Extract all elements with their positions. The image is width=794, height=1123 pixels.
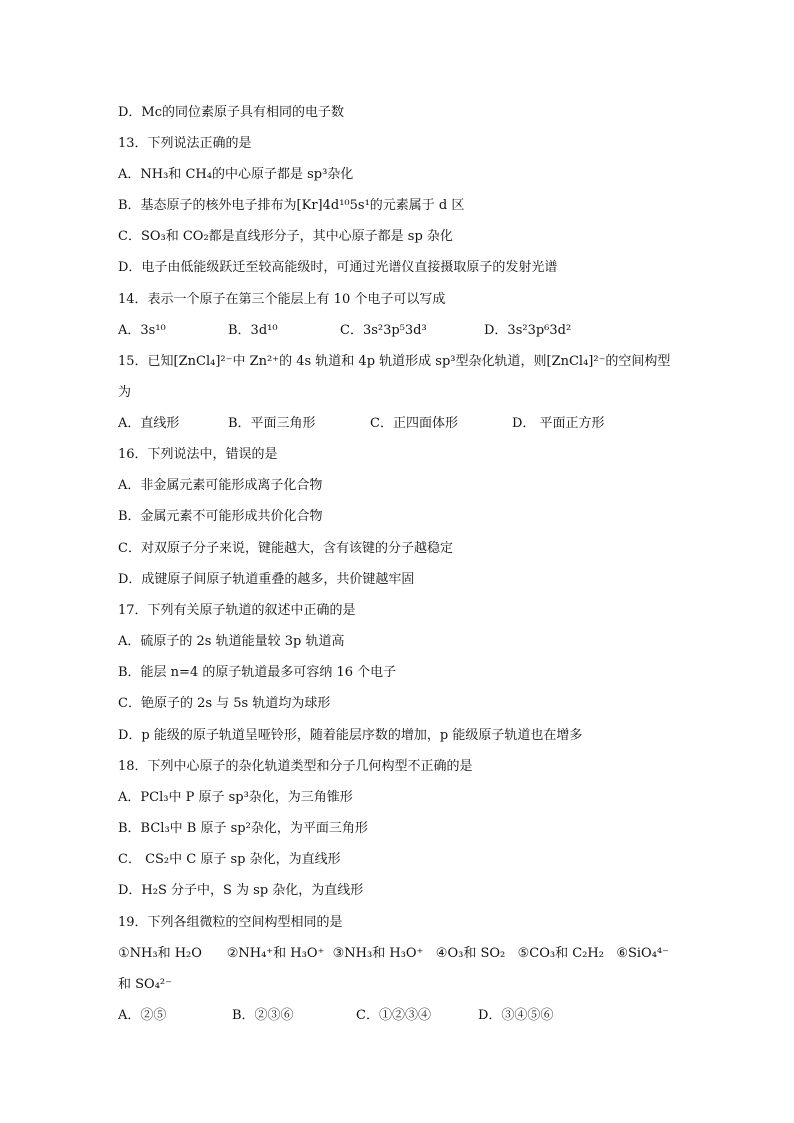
q14-option-a: A．3s¹⁰ [118, 323, 166, 338]
q13-option-d: D．电子由低能级跃迁至较高能级时，可通过光谱仪直接摄取原子的发射光谱 [118, 260, 558, 275]
q17-stem: 17．下列有关原子轨道的叙述中正确的是 [118, 603, 356, 618]
q17-option-c: C．铯原子的 2s 与 5s 轨道均为球形 [118, 696, 331, 711]
q19-option-a: A．②⑤ [118, 1008, 167, 1023]
q13-stem: 13．下列说法正确的是 [118, 136, 252, 151]
q12-option-d: D．Mc的同位素原子具有相同的电子数 [118, 105, 345, 120]
q15-stem: 15．已知[ZnCl₄]²⁻中 Zn²⁺的 4s 轨道和 4p 轨道形成 sp³型杂化轨道，则[ZnCl₄]²⁻的空间构型 [118, 354, 671, 369]
q16-option-c: C．对双原子分子来说，键能越大，含有该键的分子越稳定 [118, 541, 453, 556]
q17-option-d: D．p 能级的原子轨道呈哑铃形，随着能层序数的增加，p 能级原子轨道也在增多 [118, 728, 583, 743]
q18-option-d: D．H₂S 分子中，S 为 sp 杂化，为直线形 [118, 883, 364, 898]
q15-option-d: D． 平面正方形 [512, 416, 605, 431]
q14-option-d: D．3s²3p⁶3d² [484, 323, 572, 338]
q19-stem: 19．下列各组微粒的空间构型相同的是 [118, 915, 343, 930]
q17-option-b: B．能层 n=4 的原子轨道最多可容纳 16 个电子 [118, 665, 397, 680]
q16-option-d: D．成键原子间原子轨道重叠的越多，共价键越牢固 [118, 572, 415, 587]
q18-option-b: B．BCl₃中 B 原子 sp²杂化，为平面三角形 [118, 821, 368, 836]
q13-option-c: C．SO₃和 CO₂都是直线形分子，其中心原子都是 sp 杂化 [118, 229, 453, 244]
q15-option-a: A．直线形 [118, 416, 180, 431]
q18-option-c: C． CS₂中 C 原子 sp 杂化，为直线形 [118, 852, 341, 867]
q14-stem: 14．表示一个原子在第三个能层上有 10 个电子可以写成 [118, 292, 446, 307]
q13-option-a: A．NH₃和 CH₄的中心原子都是 sp³杂化 [118, 167, 354, 182]
q16-stem: 16．下列说法中，错误的是 [118, 447, 278, 462]
q16-option-b: B．金属元素不可能形成共价化合物 [118, 509, 323, 524]
q14-option-c: C．3s²3p⁵3d³ [340, 323, 427, 338]
q15-option-b: B．平面三角形 [228, 416, 316, 431]
q19-option-b: B．②③⑥ [232, 1008, 294, 1023]
q19-option-d: D．③④⑤⑥ [478, 1008, 554, 1023]
q19-groups-continued: 和 SO₄²⁻ [118, 977, 172, 992]
q14-option-b: B．3d¹⁰ [228, 323, 278, 338]
q13-option-b: B．基态原子的核外电子排布为[Kr]4d¹⁰5s¹的元素属于 d 区 [118, 198, 465, 213]
q18-stem: 18．下列中心原子的杂化轨道类型和分子几何构型不正确的是 [118, 759, 473, 774]
q17-option-a: A．硫原子的 2s 轨道能量较 3p 轨道高 [118, 634, 345, 649]
q15-option-c: C．正四面体形 [370, 416, 458, 431]
q18-option-a: A．PCl₃中 P 原子 sp³杂化，为三角锥形 [118, 790, 353, 805]
q19-option-c: C．①②③④ [356, 1008, 431, 1023]
q19-groups: ①NH₃和 H₂O ②NH₄⁺和 H₃O⁺ ③NH₃和 H₃O⁺ ④O₃和 SO₂ ⑤CO₃和 C₂H₂ ⑥SiO₄⁴⁻ [118, 946, 669, 961]
q15-stem-continued: 为 [118, 385, 132, 400]
q16-option-a: A．非金属元素可能形成离子化合物 [118, 478, 323, 493]
